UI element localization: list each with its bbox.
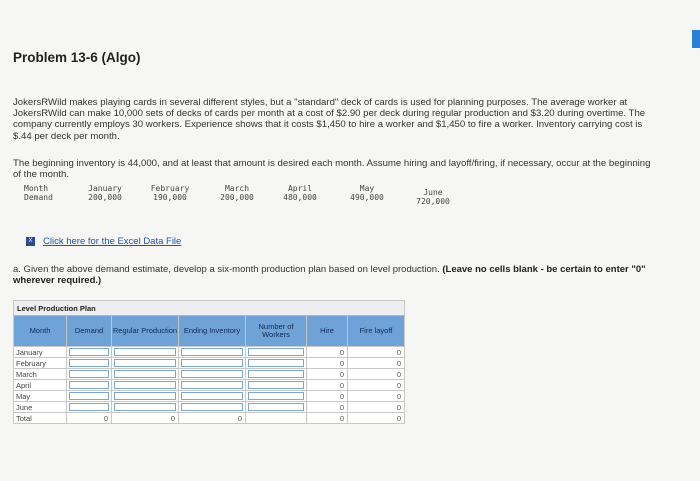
header-month: Month <box>14 316 67 347</box>
demand-value: 200,000 <box>220 193 254 202</box>
fire-value: 0 <box>348 369 405 380</box>
ending-inventory-input[interactable] <box>179 347 246 358</box>
total-fire: 0 <box>348 413 405 424</box>
number-of-workers-input[interactable] <box>246 402 307 413</box>
demand-month: January <box>88 184 122 193</box>
total-demand: 0 <box>67 413 112 424</box>
level-production-plan-table <box>13 300 405 424</box>
demand-month: June <box>423 188 443 197</box>
demand-month: March <box>224 184 250 193</box>
demand-input[interactable] <box>67 347 112 358</box>
fire-value: 0 <box>348 402 405 413</box>
regular-production-input[interactable] <box>112 391 179 402</box>
total-ending-inventory: 0 <box>179 413 246 424</box>
demand-value: 490,000 <box>350 193 384 202</box>
demand-month: February <box>150 184 190 193</box>
table-row <box>14 380 405 391</box>
hire-value: 0 <box>307 391 348 402</box>
total-hire: 0 <box>307 413 348 424</box>
number-of-workers-input[interactable] <box>246 369 307 380</box>
demand-input[interactable] <box>67 358 112 369</box>
ending-inventory-input[interactable] <box>179 380 246 391</box>
regular-production-input[interactable] <box>112 380 179 391</box>
fire-value: 0 <box>348 347 405 358</box>
number-of-workers-input[interactable] <box>246 347 307 358</box>
total-row <box>14 413 405 424</box>
header-number-of-workers: Number of Workers <box>246 316 307 347</box>
table-row <box>14 391 405 402</box>
ending-inventory-input[interactable] <box>179 391 246 402</box>
fire-value: 0 <box>348 380 405 391</box>
question-text: a. Given the above demand estimate, develop a six-month production plan based on level production. <box>13 264 440 275</box>
table-row <box>14 347 405 358</box>
ending-inventory-input[interactable] <box>179 402 246 413</box>
number-of-workers-input[interactable] <box>246 391 307 402</box>
row-month: March <box>14 369 67 380</box>
hire-value: 0 <box>307 369 348 380</box>
demand-value: 200,000 <box>88 193 122 202</box>
total-regular-production: 0 <box>112 413 179 424</box>
demand-input[interactable] <box>67 380 112 391</box>
table-row <box>14 369 405 380</box>
header-ending-inventory: Ending Inventory <box>179 316 246 347</box>
ending-inventory-input[interactable] <box>179 358 246 369</box>
demand-value: 720,000 <box>416 197 450 206</box>
spreadsheet-icon: X <box>26 237 35 246</box>
problem-paragraph-2: The beginning inventory is 44,000, and at least that amount is desired each month. Assume hiring and layoff/firing, if necessary, occur at the beginning of the month. <box>13 158 651 181</box>
hire-value: 0 <box>307 380 348 391</box>
ending-inventory-input[interactable] <box>179 369 246 380</box>
header-regular-production: Regular Production <box>112 316 179 347</box>
regular-production-input[interactable] <box>112 358 179 369</box>
regular-production-input[interactable] <box>112 402 179 413</box>
row-month: April <box>14 380 67 391</box>
demand-input[interactable] <box>67 402 112 413</box>
total-number-of-workers <box>246 413 307 424</box>
header-demand: Demand <box>67 316 112 347</box>
fire-value: 0 <box>348 358 405 369</box>
hire-value: 0 <box>307 347 348 358</box>
demand-month: May <box>359 184 375 193</box>
hire-value: 0 <box>307 358 348 369</box>
demand-input[interactable] <box>67 369 112 380</box>
row-month: January <box>14 347 67 358</box>
table-row <box>14 402 405 413</box>
header-hire: Hire <box>307 316 348 347</box>
header-fire-layoff: Fire layoff <box>348 316 405 347</box>
row-month: June <box>14 402 67 413</box>
regular-production-input[interactable] <box>112 369 179 380</box>
excel-link-row <box>26 236 181 247</box>
row-month: May <box>14 391 67 402</box>
table-row <box>14 358 405 369</box>
number-of-workers-input[interactable] <box>246 358 307 369</box>
row-month-total: Total <box>14 413 67 424</box>
demand-input[interactable] <box>67 391 112 402</box>
question-a <box>13 264 653 286</box>
problem-title: Problem 13-6 (Algo) <box>13 50 141 65</box>
plan-title: Level Production Plan <box>14 301 405 316</box>
regular-production-input[interactable] <box>112 347 179 358</box>
demand-row-label-demand: Demand <box>24 193 53 202</box>
demand-row-label-month: Month <box>24 184 49 193</box>
side-tab[interactable] <box>692 30 700 48</box>
problem-paragraph-1: JokersRWild makes playing cards in several different styles, but a "standard" deck of cards is used for planning purposes. The average worker at JokersRWild can make 10,000 sets of decks of cards per month at a cost of $2.90 per deck during regular production and $3.20 during overtime. The company currently employs 30 workers. Experience shows that it costs $1,450 to hire a worker and $1,450 to fire a worker. Inventory carrying cost is $.44 per deck per month. <box>13 97 646 142</box>
demand-value: 480,000 <box>283 193 317 202</box>
fire-value: 0 <box>348 391 405 402</box>
number-of-workers-input[interactable] <box>246 380 307 391</box>
demand-month: April <box>287 184 313 193</box>
excel-data-link[interactable]: Click here for the Excel Data File <box>43 236 182 247</box>
hire-value: 0 <box>307 402 348 413</box>
demand-value: 190,000 <box>153 193 187 202</box>
row-month: February <box>14 358 67 369</box>
question-instruction: (Leave no cells blank - be certain to enter "0" wherever required.) <box>13 264 646 286</box>
